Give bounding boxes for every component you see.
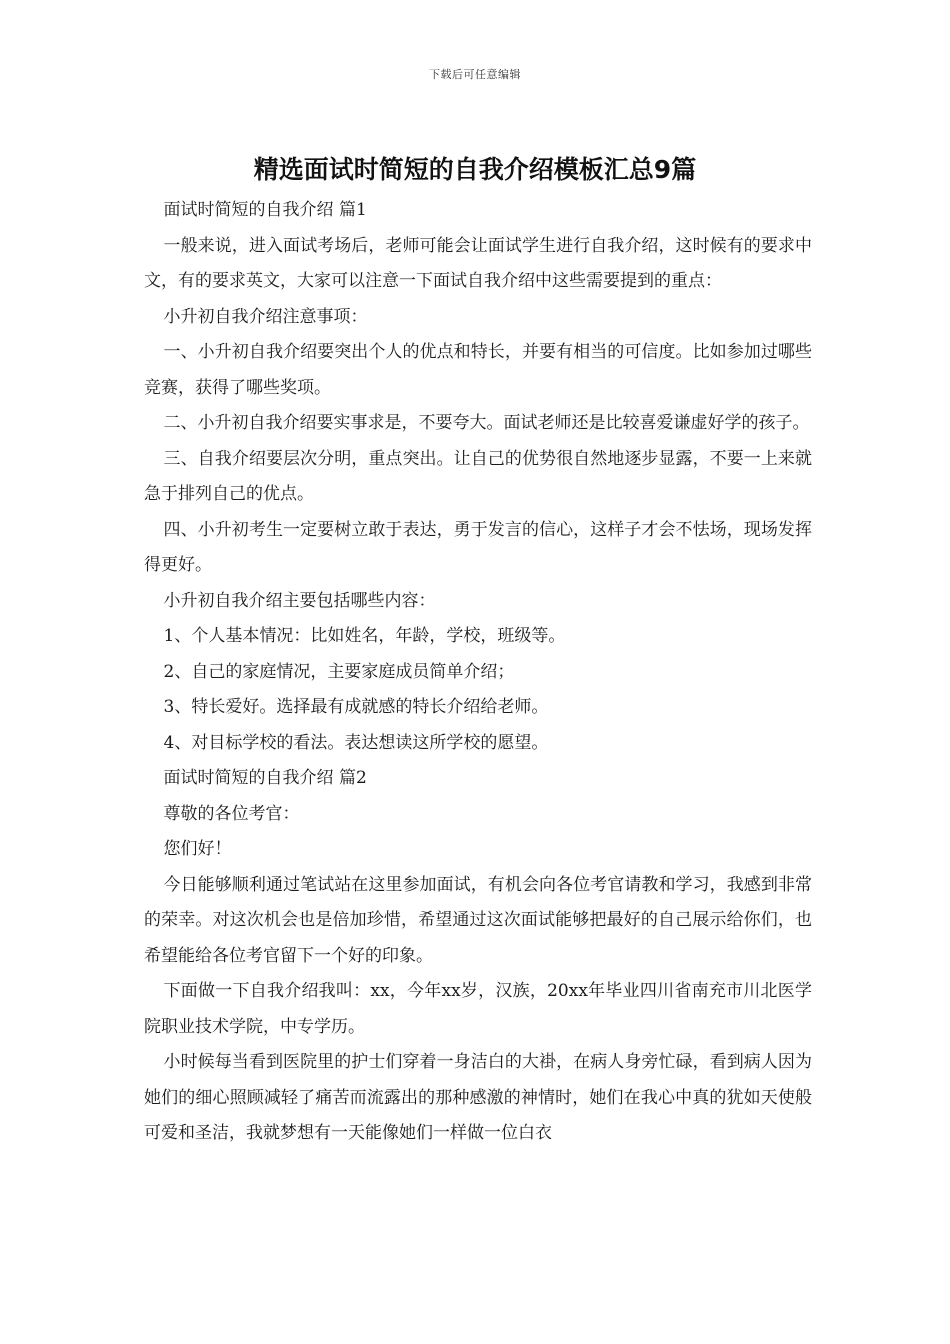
paragraph: 四、小升初考生一定要树立敢于表达，勇于发言的信心，这样子才会不怯场，现场发挥得更好。	[144, 519, 812, 575]
paragraph: 三、自我介绍要层次分明，重点突出。让自己的优势很自然地逐步显露，不要一上来就急于排列自己的优点。	[144, 448, 812, 504]
document-title: 精选面试时简短的自我介绍模板汇总9篇	[253, 155, 697, 184]
header-note: 下载后可任意编辑	[429, 68, 521, 81]
section-heading-2: 面试时简短的自我介绍 篇2	[163, 768, 367, 788]
document-body	[144, 193, 812, 1152]
paragraph: 一般来说，进入面试考场后，老师可能会让面试学生进行自我介绍，这时候有的要求中文，有的要求英文，大家可以注意一下面试自我介绍中这些需要提到的重点：	[144, 235, 812, 291]
paragraph: 下面做一下自我介绍我叫：xx，今年xx岁，汉族，20xx年毕业四川省南充市川北医学院职业技术学院，中专学历。	[144, 981, 812, 1037]
paragraph: 二、小升初自我介绍要实事求是，不要夸大。面试老师还是比较喜爱谦虚好学的孩子。	[163, 413, 810, 433]
list-item: 2、自己的家庭情况，主要家庭成员简单介绍；	[163, 661, 515, 682]
list-item: 3、特长爱好。选择最有成就感的特长介绍给老师。	[163, 697, 549, 717]
paragraph: 小升初自我介绍注意事项：	[163, 306, 368, 327]
paragraph: 尊敬的各位考官：	[163, 803, 300, 824]
paragraph: 一、小升初自我介绍要突出个人的优点和特长，并要有相当的可信度。比如参加过哪些竞赛，获得了哪些奖项。	[144, 342, 812, 398]
section-heading-1: 面试时简短的自我介绍 篇1	[163, 200, 367, 220]
paragraph: 小升初自我介绍主要包括哪些内容：	[163, 590, 436, 611]
paragraph: 小时候每当看到医院里的护士们穿着一身洁白的大褂，在病人身旁忙碌，看到病人因为她们的细心照顾减轻了痛苦而流露出的那种感激的神情时，她们在我心中真的犹如天使般可爱和圣洁，我就梦想有一天能像她们一样做一位白衣	[144, 1052, 812, 1143]
paragraph: 您们好！	[163, 839, 232, 859]
paragraph: 今日能够顺利通过笔试站在这里参加面试，有机会向各位考官请教和学习，我感到非常的荣幸。对这次机会也是倍加珍惜，希望通过这次面试能够把最好的自己展示给你们，也希望能给各位考官留下一个好的印象。	[144, 874, 812, 966]
list-item: 4、对目标学校的看法。表达想读这所学校的愿望。	[163, 732, 549, 753]
list-item: 1、个人基本情况：比如姓名，年龄，学校，班级等。	[163, 626, 566, 646]
